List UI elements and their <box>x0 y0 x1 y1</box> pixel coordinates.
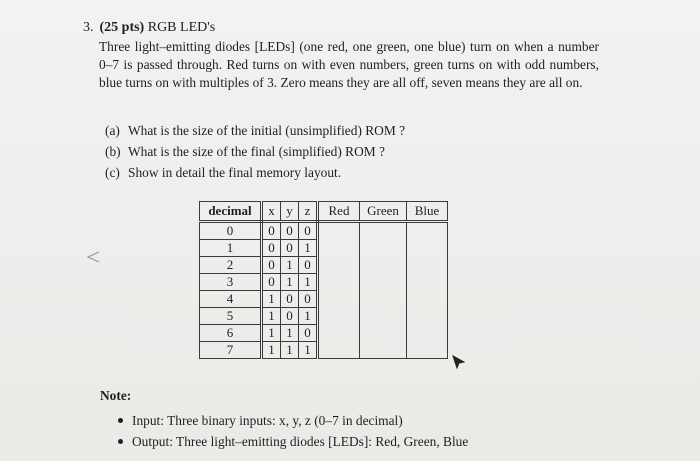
cell-decimal: 7 <box>200 342 262 359</box>
cell-blue <box>407 240 448 257</box>
cell-blue <box>407 291 448 308</box>
cell-green <box>360 308 407 325</box>
note-item-text: Input: Three binary inputs: x, y, z (0–7 in decimal) <box>132 413 403 428</box>
cell-decimal: 6 <box>200 325 262 342</box>
cell-green <box>360 342 407 359</box>
question-label: (c) <box>105 165 120 180</box>
table-row <box>200 308 448 325</box>
cell-x: 0 <box>262 257 281 274</box>
question-c <box>105 162 405 183</box>
cell-green <box>360 325 407 342</box>
table-row <box>200 342 448 359</box>
question-list <box>105 120 405 183</box>
cell-red <box>318 308 360 325</box>
cell-decimal: 4 <box>200 291 262 308</box>
mouse-cursor-icon <box>452 355 466 369</box>
cell-red <box>318 325 360 342</box>
cell-red <box>318 274 360 291</box>
problem-points: (25 pts) <box>99 20 145 35</box>
header-y: y <box>281 202 299 222</box>
cell-y: 0 <box>281 222 299 240</box>
cell-z: 1 <box>299 342 318 359</box>
cell-blue <box>407 308 448 325</box>
header-green: Green <box>360 202 407 222</box>
cell-x: 1 <box>262 308 281 325</box>
cell-y: 0 <box>281 291 299 308</box>
question-label: (b) <box>105 144 121 159</box>
cell-y: 0 <box>281 240 299 257</box>
bullet-icon <box>118 418 123 423</box>
cell-blue <box>407 222 448 240</box>
question-text: What is the size of the final (simplified) ROM ? <box>128 144 385 159</box>
table-row <box>200 325 448 342</box>
note-list <box>118 410 468 452</box>
cell-decimal: 5 <box>200 308 262 325</box>
cell-blue <box>407 325 448 342</box>
truth-table <box>199 201 448 359</box>
note-item <box>118 410 468 431</box>
cell-x: 0 <box>262 222 281 240</box>
cell-blue <box>407 274 448 291</box>
question-b <box>105 141 405 162</box>
table-row <box>200 222 448 240</box>
header-decimal: decimal <box>200 202 262 222</box>
header-red: Red <box>318 202 360 222</box>
cell-red <box>318 291 360 308</box>
cell-blue <box>407 257 448 274</box>
cell-green <box>360 274 407 291</box>
question-label: (a) <box>105 123 120 138</box>
table-row <box>200 257 448 274</box>
cell-x: 1 <box>262 291 281 308</box>
cell-decimal: 0 <box>200 222 262 240</box>
problem-number: 3. <box>83 20 94 35</box>
cell-decimal: 3 <box>200 274 262 291</box>
question-a <box>105 120 405 141</box>
cell-z: 0 <box>299 291 318 308</box>
problem-statement: Three light–emitting diodes [LEDs] (one red, one green, one blue) turn on when a number 0–7 is passed through. Red turns on with even numbers, green turns on with odd numbers, blue turns on with multiples of 3. Zero means they are all off, seven means they are all on. <box>99 39 599 90</box>
cell-z: 1 <box>299 274 318 291</box>
cell-x: 0 <box>262 274 281 291</box>
cell-z: 0 <box>299 222 318 240</box>
cell-x: 0 <box>262 240 281 257</box>
question-text: Show in detail the final memory layout. <box>128 165 342 180</box>
cell-green <box>360 222 407 240</box>
cell-y: 1 <box>281 274 299 291</box>
table-row <box>200 291 448 308</box>
problem-title: RGB LED's <box>147 20 216 35</box>
cell-red <box>318 240 360 257</box>
cell-x: 1 <box>262 342 281 359</box>
cell-decimal: 2 <box>200 257 262 274</box>
cell-z: 0 <box>299 325 318 342</box>
header-x: x <box>262 202 281 222</box>
cell-z: 1 <box>299 308 318 325</box>
cell-y: 1 <box>281 342 299 359</box>
cell-y: 1 <box>281 257 299 274</box>
table-header-row <box>200 202 448 222</box>
note-title: Note: <box>100 388 132 403</box>
table-row <box>200 240 448 257</box>
pen-stroke-icon <box>85 250 101 264</box>
cell-blue <box>407 342 448 359</box>
cell-green <box>360 257 407 274</box>
cell-green <box>360 291 407 308</box>
note-item-text: Output: Three light–emitting diodes [LEDs]: Red, Green, Blue <box>132 434 469 449</box>
cell-x: 1 <box>262 325 281 342</box>
cell-red <box>318 342 360 359</box>
cell-y: 0 <box>281 308 299 325</box>
header-blue: Blue <box>407 202 448 222</box>
question-text: What is the size of the initial (unsimplified) ROM ? <box>128 123 406 138</box>
cell-z: 0 <box>299 257 318 274</box>
cell-green <box>360 240 407 257</box>
cell-decimal: 1 <box>200 240 262 257</box>
note-item <box>118 431 468 452</box>
problem-heading <box>83 20 215 36</box>
table-row <box>200 274 448 291</box>
cell-red <box>318 222 360 240</box>
header-z: z <box>299 202 318 222</box>
bullet-icon <box>118 439 123 444</box>
cell-red <box>318 257 360 274</box>
cell-y: 1 <box>281 325 299 342</box>
cell-z: 1 <box>299 240 318 257</box>
